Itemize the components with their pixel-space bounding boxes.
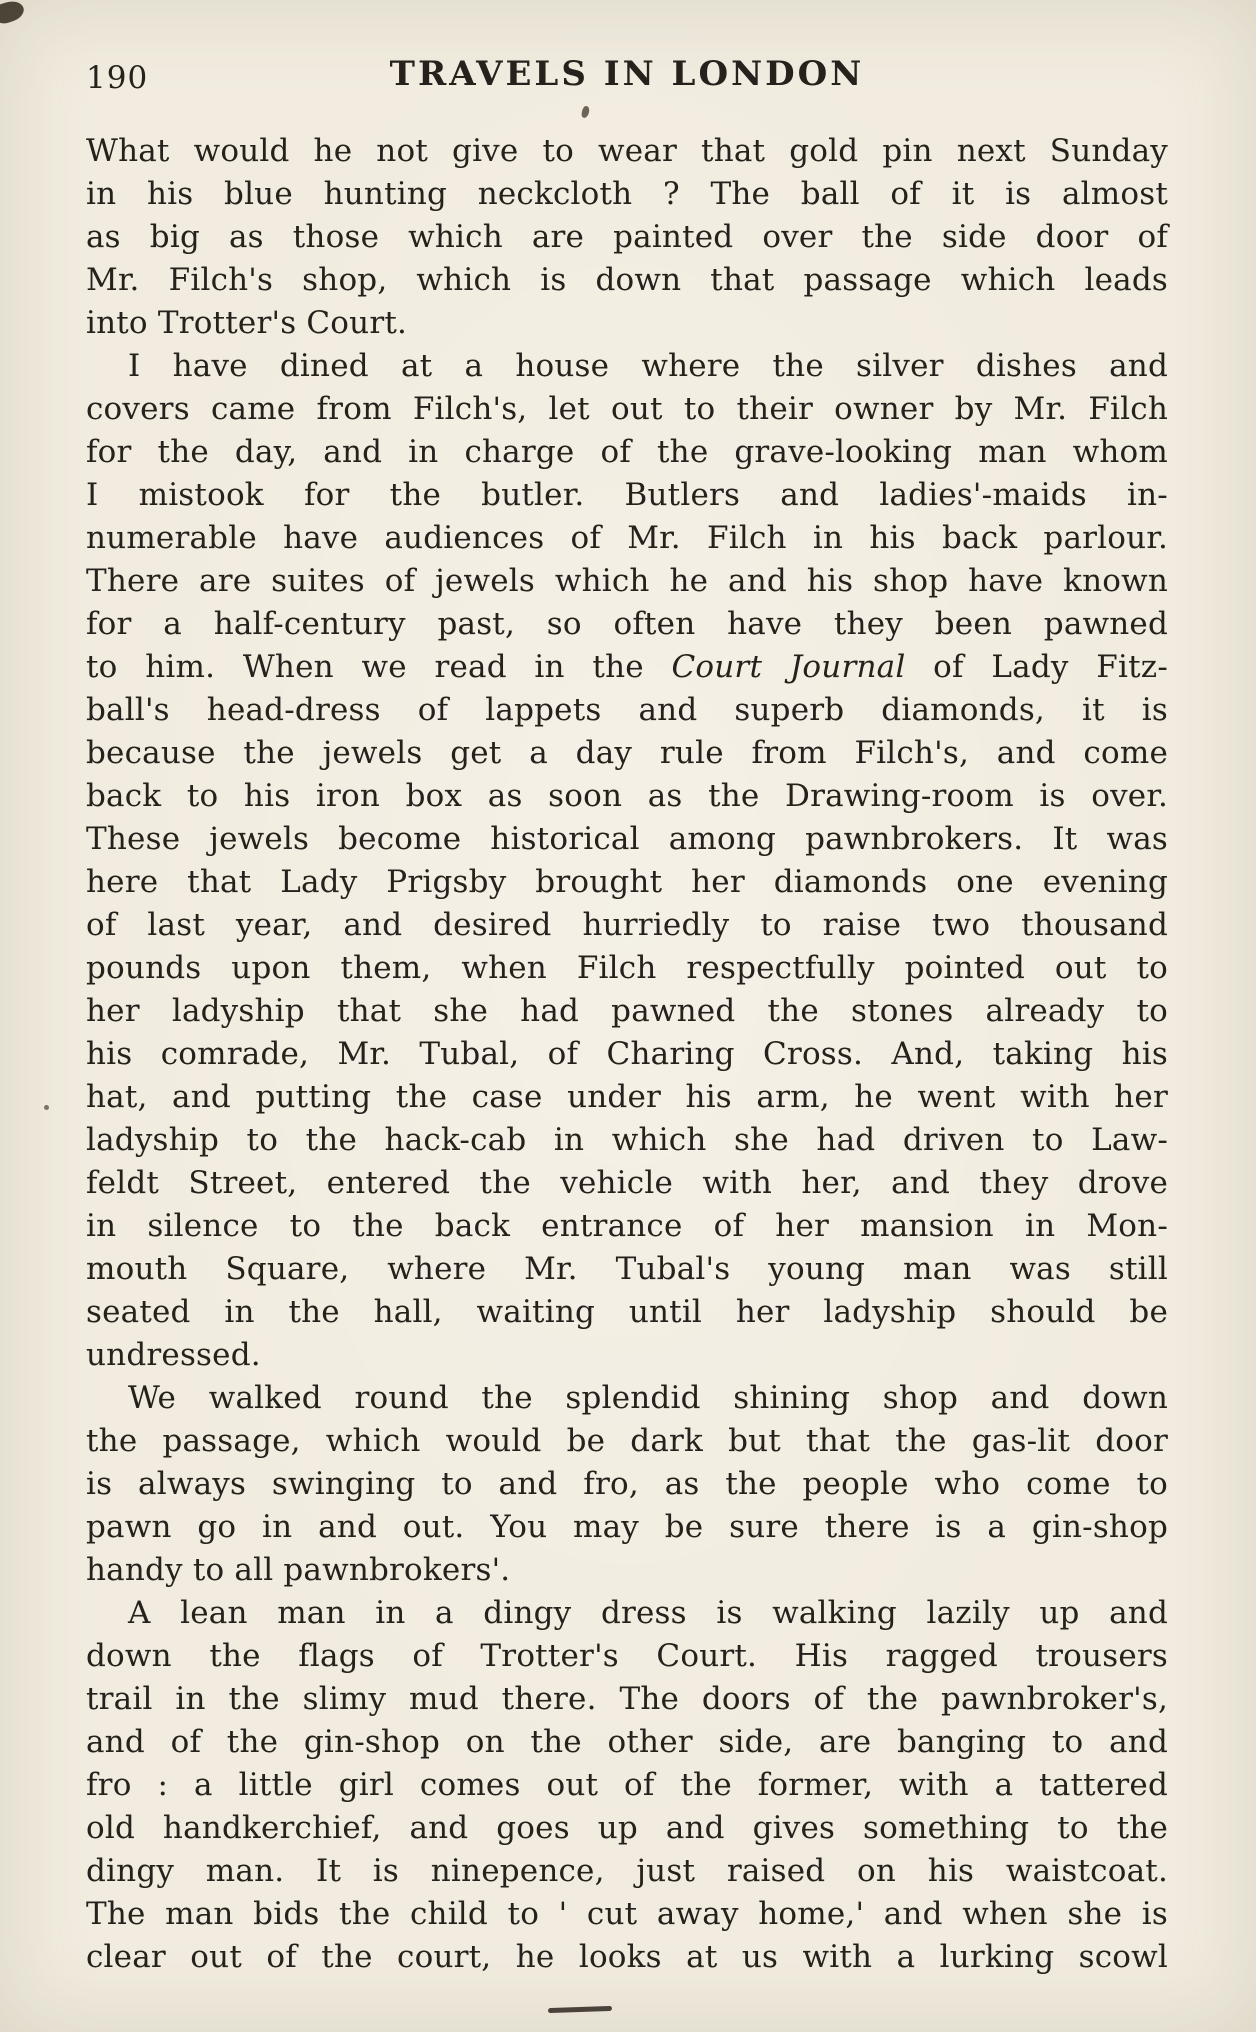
text-line: and of the gin-shop on the other side, are banging to and [86, 1724, 1168, 1760]
text-line: in his blue hunting neckcloth ? The ball of it is almost [86, 176, 1168, 212]
text-line: A lean man in a dingy dress is walking lazily up and [128, 1595, 1168, 1631]
text-line: numerable have audiences of Mr. Filch in his back parlour. [86, 520, 1168, 556]
text-line: These jewels become historical among pawnbrokers. It was [86, 821, 1168, 857]
text-line: her ladyship that she had pawned the stones already to [86, 993, 1168, 1029]
text-line: clear out of the court, he looks at us with a lurking scowl [86, 1939, 1168, 1975]
text-line: trail in the slimy mud there. The doors of the pawnbroker's, [86, 1681, 1168, 1717]
text-line: covers came from Filch's, let out to their owner by Mr. Filch [86, 391, 1168, 427]
text-line: handy to all pawnbrokers'. [86, 1552, 511, 1588]
text-line: hat, and putting the case under his arm, he went with her [86, 1079, 1168, 1115]
text-line: What would he not give to wear that gold pin next Sunday [86, 133, 1168, 169]
text-line: I have dined at a house where the silver dishes and [128, 348, 1168, 384]
scan-artifact [44, 1105, 49, 1110]
text-line: ladyship to the hack-cab in which she had driven to Law- [86, 1122, 1168, 1158]
text-line: I mistook for the butler. Butlers and ladies'-maids in- [86, 477, 1168, 513]
text-line: here that Lady Prigsby brought her diamonds one evening [86, 864, 1168, 900]
paragraph [86, 1592, 1168, 1979]
page-body [86, 130, 1168, 1979]
text-line: for the day, and in charge of the grave-looking man whom [86, 434, 1168, 470]
text-line: undressed. [86, 1337, 261, 1373]
text-line: old handkerchief, and goes up and gives something to the [86, 1810, 1168, 1846]
text-line: feldt Street, entered the vehicle with her, and they drove [86, 1165, 1168, 1201]
text-line: fro : a little girl comes out of the former, with a tattered [86, 1767, 1168, 1803]
text-line: in silence to the back entrance of her mansion in Mon- [86, 1208, 1168, 1244]
text-line: pawn go in and out. You may be sure there is a gin-shop [86, 1509, 1168, 1545]
text-line: because the jewels get a day rule from Filch's, and come [86, 735, 1168, 771]
text-line: ball's head-dress of lappets and superb diamonds, it is [86, 692, 1168, 728]
text-line: is always swinging to and fro, as the people who come to [86, 1466, 1168, 1502]
text-line: back to his iron box as soon as the Drawing-room is over. [86, 778, 1168, 814]
text-line: of last year, and desired hurriedly to raise two thousand [86, 907, 1168, 943]
paragraph [86, 345, 1168, 1377]
text-line: down the flags of Trotter's Court. His ragged trousers [86, 1638, 1168, 1674]
text-line: his comrade, Mr. Tubal, of Charing Cross. And, taking his [86, 1036, 1168, 1072]
text-line: seated in the hall, waiting until her ladyship should be [86, 1294, 1168, 1330]
text-line: Mr. Filch's shop, which is down that passage which leads [86, 262, 1168, 298]
text-line: dingy man. It is ninepence, just raised on his waistcoat. [86, 1853, 1168, 1889]
paragraph [86, 1377, 1168, 1592]
italic-text: Court Journal [671, 649, 906, 685]
scan-artifact [581, 105, 590, 118]
text-line: The man bids the child to ' cut away home,' and when she is [86, 1896, 1168, 1932]
text-line: mouth Square, where Mr. Tubal's young man was still [86, 1251, 1168, 1287]
scan-artifact [0, 0, 26, 26]
text-line: the passage, which would be dark but that the gas-lit door [86, 1423, 1168, 1459]
page-header [86, 54, 1168, 104]
scan-artifact [548, 2006, 612, 2013]
text-line: to him. When we read in the Court Journal of Lady Fitz- [86, 649, 1168, 685]
paragraph [86, 130, 1168, 345]
text-line: We walked round the splendid shining shop and down [128, 1380, 1168, 1416]
text-line: as big as those which are painted over the side door of [86, 219, 1168, 255]
text-line: into Trotter's Court. [86, 305, 408, 341]
text-line: There are suites of jewels which he and his shop have known [86, 563, 1168, 599]
text-line: pounds upon them, when Filch respectfully pointed out to [86, 950, 1168, 986]
text-line: for a half-century past, so often have they been pawned [86, 606, 1168, 642]
page-number: 190 [86, 60, 149, 96]
running-title: TRAVELS IN LONDON [389, 54, 865, 94]
